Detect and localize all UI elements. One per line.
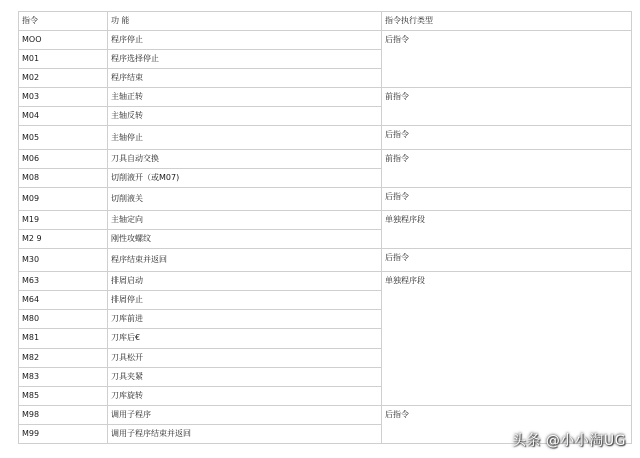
function-cell: 切削液关 <box>108 187 382 210</box>
type-cell: 后指令 <box>382 405 632 443</box>
table-row <box>19 405 632 424</box>
type-cell: 单独程序段 <box>382 272 632 406</box>
code-cell: MOO <box>19 31 108 50</box>
type-cell: 前指令 <box>382 149 632 187</box>
watermark: 头条 @小小淘UG <box>511 433 626 449</box>
function-cell: 调用子程序 <box>108 405 382 424</box>
function-cell: 刚性攻螺纹 <box>108 229 382 248</box>
function-cell: 排屑启动 <box>108 272 382 291</box>
function-cell: 刀库前进 <box>108 310 382 329</box>
function-cell: 刀具夹紧 <box>108 367 382 386</box>
code-cell: M05 <box>19 126 108 149</box>
function-cell: 程序选择停止 <box>108 50 382 69</box>
table-row <box>19 31 632 50</box>
code-cell: M63 <box>19 272 108 291</box>
code-cell: M83 <box>19 367 108 386</box>
type-cell: 后指令 <box>382 126 632 149</box>
function-cell: 排屑停止 <box>108 291 382 310</box>
code-cell: M03 <box>19 88 108 107</box>
table-row <box>19 149 632 168</box>
function-cell: 刀库后€ <box>108 329 382 348</box>
header-type: 指令执行类型 <box>382 12 632 31</box>
header-function: 功 能 <box>108 12 382 31</box>
type-cell: 后指令 <box>382 31 632 88</box>
code-cell: M98 <box>19 405 108 424</box>
function-cell: 主轴正转 <box>108 88 382 107</box>
table-row <box>19 187 632 210</box>
code-cell: M06 <box>19 149 108 168</box>
code-cell: M01 <box>19 50 108 69</box>
code-cell: M80 <box>19 310 108 329</box>
code-cell: M30 <box>19 249 108 272</box>
code-cell: M81 <box>19 329 108 348</box>
function-cell: 主轴定向 <box>108 210 382 229</box>
table-row <box>19 126 632 149</box>
table-header-row <box>19 12 632 31</box>
code-cell: M08 <box>19 168 108 187</box>
table-row <box>19 88 632 107</box>
function-cell: 程序结束并返回 <box>108 249 382 272</box>
function-cell: 调用子程序结束并返回 <box>108 424 382 443</box>
m-code-table <box>18 11 632 444</box>
function-cell: 刀具自动交换 <box>108 149 382 168</box>
code-cell: M19 <box>19 210 108 229</box>
table-row <box>19 249 632 272</box>
table-row <box>19 210 632 229</box>
function-cell: 刀库旋转 <box>108 386 382 405</box>
code-cell: M02 <box>19 69 108 88</box>
code-cell: M82 <box>19 348 108 367</box>
type-cell: 单独程序段 <box>382 210 632 248</box>
function-cell: 切削液开（或M07) <box>108 168 382 187</box>
function-cell: 程序停止 <box>108 31 382 50</box>
type-cell: 后指令 <box>382 187 632 210</box>
function-cell: 程序结束 <box>108 69 382 88</box>
code-cell: M2 9 <box>19 229 108 248</box>
function-cell: 刀具松开 <box>108 348 382 367</box>
function-cell: 主轴反转 <box>108 107 382 126</box>
header-code: 指令 <box>19 12 108 31</box>
type-cell: 前指令 <box>382 88 632 126</box>
function-cell: 主轴停止 <box>108 126 382 149</box>
code-cell: M99 <box>19 424 108 443</box>
code-cell: M04 <box>19 107 108 126</box>
code-cell: M64 <box>19 291 108 310</box>
table-row <box>19 272 632 291</box>
code-cell: M85 <box>19 386 108 405</box>
type-cell: 后指令 <box>382 249 632 272</box>
code-cell: M09 <box>19 187 108 210</box>
